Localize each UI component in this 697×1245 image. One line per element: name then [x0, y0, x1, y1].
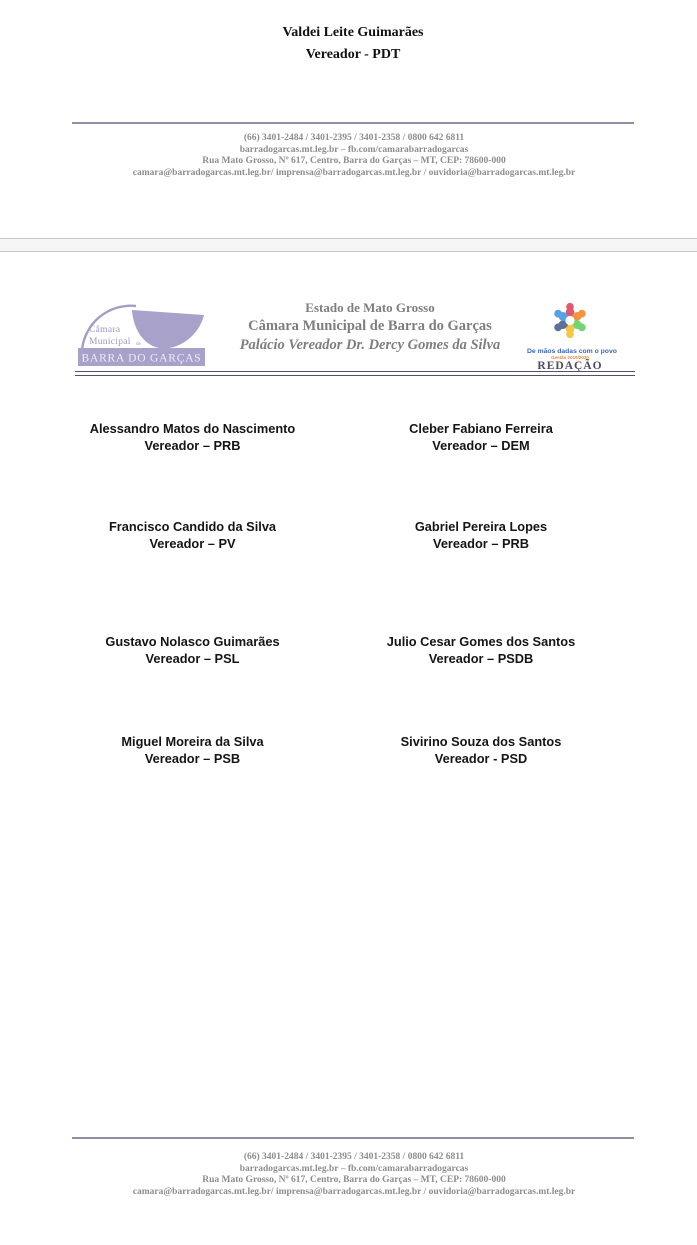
members-row-1 — [60, 420, 637, 454]
footer-rule — [72, 122, 634, 124]
member-name: Alessandro Matos do Nascimento — [89, 421, 296, 436]
member-entry — [325, 633, 637, 667]
logo-word-camara: Câmara — [89, 325, 121, 335]
signatory-title: Vereador - PDT — [305, 47, 401, 62]
member-name: Gustavo Nolasco Guimarães — [105, 634, 280, 649]
member-title: Vereador – PSL — [145, 651, 240, 666]
header-state: Estado de Mato Grosso — [305, 300, 435, 315]
members-row-4 — [60, 733, 637, 767]
header-chamber: Câmara Municipal de Barra do Garças — [248, 318, 492, 334]
header-palace: Palácio Vereador Dr. Dercy Gomes da Silva — [239, 337, 501, 353]
signature-block — [72, 22, 634, 66]
logo-word-de: de — [136, 342, 141, 347]
footer-websites: barradogarcas.mt.leg.br – fb.com/camarabarradogarcas — [239, 1163, 469, 1174]
member-name: Julio Cesar Gomes dos Santos — [386, 634, 576, 649]
people-circle-icon — [543, 298, 597, 348]
member-entry — [60, 633, 325, 667]
footer-emails: camara@barradogarcas.mt.leg.br/ imprensa@barradogarcas.mt.leg.br / ouvidoria@barradogarcas.mt.leg.br — [132, 1186, 576, 1197]
member-name: Miguel Moreira da Silva — [121, 734, 264, 749]
members-row-3 — [60, 633, 637, 667]
footer-address: Rua Mato Grosso, Nº 617, Centro, Barra do Garças – MT, CEP: 78600-000 — [202, 156, 506, 166]
member-name: Gabriel Pereira Lopes — [414, 519, 548, 534]
member-name: Cleber Fabiano Ferreira — [409, 421, 553, 436]
footer-rule — [72, 1137, 634, 1139]
page-1-fragment — [0, 0, 697, 238]
member-title: Vereador – PSDB — [428, 651, 534, 666]
administration-seal — [527, 298, 617, 372]
seal-term: Gestão 2019/2020 — [551, 355, 589, 360]
member-title: Vereador – PRB — [432, 536, 530, 551]
logo-word-municipal: Municipal — [89, 337, 131, 347]
footer-phones: (66) 3401-2484 / 3401-2395 / 3401-2358 / 0800 642 6811 — [243, 1152, 465, 1162]
member-entry — [325, 518, 637, 552]
page-2 — [0, 252, 697, 1245]
member-title: Vereador – PRB — [144, 438, 241, 453]
page-break — [0, 238, 697, 252]
footer-emails: camara@barradogarcas.mt.leg.br/ imprensa@barradogarcas.mt.leg.br / ouvidoria@barradogarcas.mt.leg.br — [132, 167, 576, 178]
member-name: Sivirino Souza dos Santos — [400, 734, 562, 749]
logo-banner-text: BARRA DO GARÇAS — [81, 352, 202, 365]
member-entry — [325, 420, 637, 454]
footer-websites: barradogarcas.mt.leg.br – fb.com/camarabarradogarcas — [239, 144, 469, 155]
document-stage-label: REDAÇÃO — [537, 360, 603, 372]
member-title: Vereador – DEM — [432, 438, 530, 453]
seal-slogan: De mãos dadas com o povo — [527, 348, 617, 355]
member-title: Vereador - PSD — [434, 751, 528, 766]
member-entry — [60, 518, 325, 552]
member-name: Francisco Candido da Silva — [108, 519, 277, 534]
footer-address: Rua Mato Grosso, Nº 617, Centro, Barra do Garças – MT, CEP: 78600-000 — [202, 1175, 506, 1185]
header-double-rule — [75, 371, 635, 376]
header-titles — [205, 299, 535, 355]
member-entry — [325, 733, 637, 767]
member-entry — [60, 733, 325, 767]
footer-phones: (66) 3401-2484 / 3401-2395 / 3401-2358 / 0800 642 6811 — [243, 133, 465, 143]
logo-bowl-shape — [132, 310, 204, 348]
member-entry — [60, 420, 325, 454]
chamber-logo — [78, 304, 205, 366]
page-footer — [37, 133, 671, 179]
page-footer — [37, 1152, 671, 1198]
members-row-2 — [60, 518, 637, 552]
signatory-name: Valdei Leite Guimarães — [282, 25, 424, 40]
member-title: Vereador – PV — [149, 536, 236, 551]
member-title: Vereador – PSB — [144, 751, 241, 766]
chamber-logo-icon — [78, 304, 205, 366]
